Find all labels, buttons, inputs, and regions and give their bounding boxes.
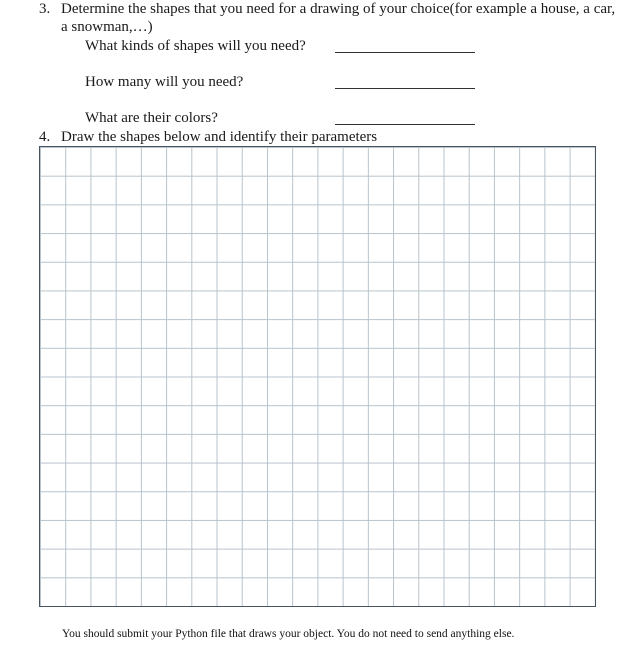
submission-note: You should submit your Python file that draws your object. You do not need to send anything else. bbox=[62, 628, 515, 640]
sub-question-shape-colors: What are their colors? bbox=[85, 110, 218, 126]
question-3-text-line2: a snowman,…) bbox=[61, 19, 153, 35]
answer-blank-shape-count[interactable] bbox=[335, 88, 475, 89]
question-4-text: Draw the shapes below and identify their parameters bbox=[61, 129, 378, 145]
question-4-number: 4. bbox=[39, 129, 51, 145]
answer-blank-shape-colors[interactable] bbox=[335, 124, 475, 125]
sub-question-shape-kinds: What kinds of shapes will you need? bbox=[85, 38, 306, 54]
question-3-number: 3. bbox=[39, 1, 51, 17]
sub-question-shape-count: How many will you need? bbox=[85, 74, 244, 90]
drawing-grid[interactable] bbox=[39, 146, 596, 607]
question-3-text-line1: Determine the shapes that you need for a drawing of your choice(for example a house, a car, bbox=[61, 1, 616, 17]
answer-blank-shape-kinds[interactable] bbox=[335, 52, 475, 53]
